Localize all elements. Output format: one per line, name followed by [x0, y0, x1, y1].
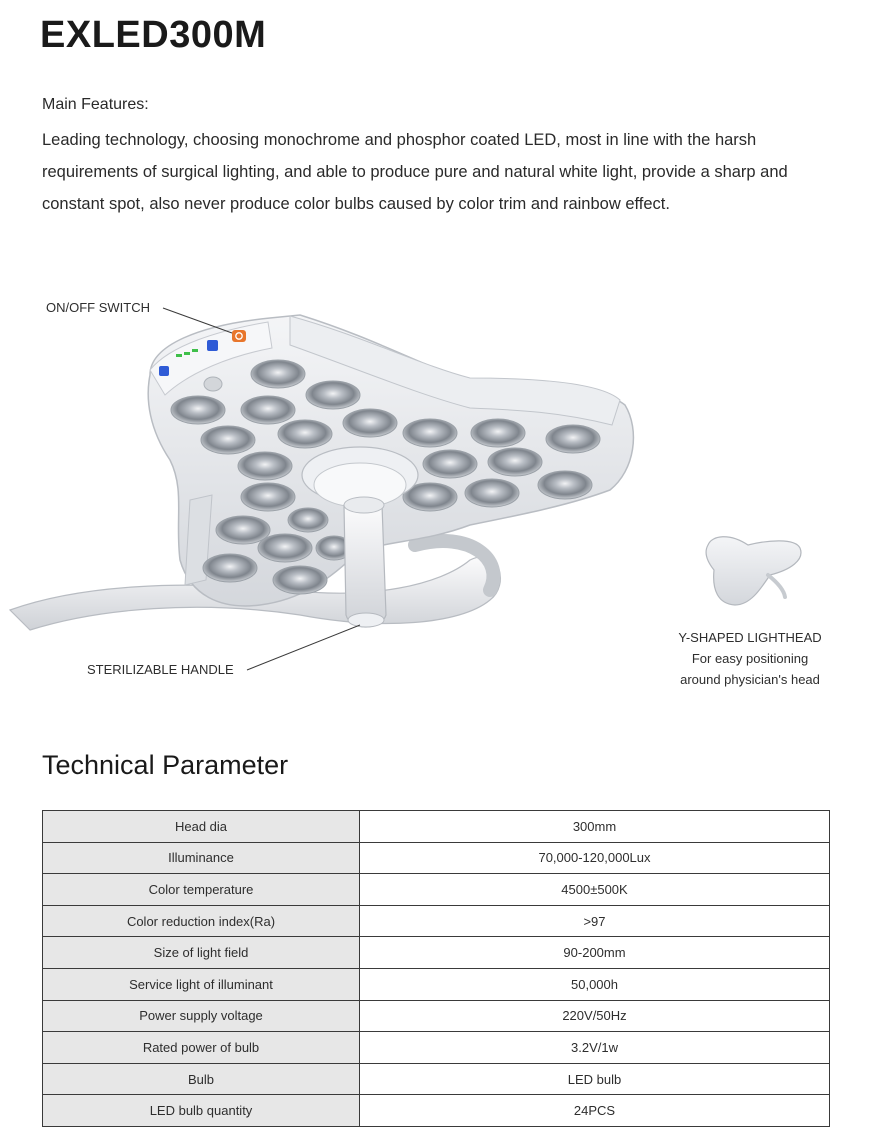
table-row	[43, 874, 830, 906]
table-row	[43, 1000, 830, 1032]
param-name: LED bulb quantity	[43, 1095, 360, 1127]
param-value: 50,000h	[360, 968, 830, 1000]
param-value: 3.2V/1w	[360, 1032, 830, 1064]
caption-title: Y-SHAPED LIGHTHEAD	[678, 630, 822, 645]
param-value: 220V/50Hz	[360, 1000, 830, 1032]
table-row	[43, 1063, 830, 1095]
param-value: >97	[360, 905, 830, 937]
table-row	[43, 905, 830, 937]
product-title: EXLED300M	[40, 14, 267, 56]
param-name: Color reduction index(Ra)	[43, 905, 360, 937]
handle-leader-line	[247, 625, 360, 670]
mode-button-icon	[159, 366, 169, 376]
caption-line-2: For easy positioning	[691, 651, 809, 666]
param-name: Power supply voltage	[43, 1000, 360, 1032]
lighthead-caption	[650, 627, 850, 690]
param-name: Color temperature	[43, 874, 360, 906]
table-row	[43, 968, 830, 1000]
param-value: 4500±500K	[360, 874, 830, 906]
param-name: Size of light field	[43, 937, 360, 969]
table-row	[43, 1095, 830, 1127]
technical-parameter-heading: Technical Parameter	[42, 750, 289, 780]
y-shaped-lighthead-thumbnail	[706, 537, 801, 605]
brightness-button-icon	[207, 340, 218, 351]
features-description: Leading technology, choosing monochrome and phosphor coated LED, most in line with the harsh requirements of surgical lighting, and able to produce pure and natural white light, provide a sharp and constant spot, also never produce color bulbs caused by color trim and rainbow effect.	[42, 131, 788, 213]
caption-line-3: around physician's head	[680, 672, 820, 687]
technical-parameter-table	[42, 810, 830, 1127]
param-value: 90-200mm	[360, 937, 830, 969]
on-off-leader-line	[163, 308, 232, 333]
param-name: Service light of illuminant	[43, 968, 360, 1000]
param-name: Bulb	[43, 1063, 360, 1095]
param-name: Rated power of bulb	[43, 1032, 360, 1064]
param-value: 24PCS	[360, 1095, 830, 1127]
on-off-switch-label: ON/OFF SWITCH	[46, 300, 150, 315]
table-row	[43, 1032, 830, 1064]
table-row	[43, 842, 830, 874]
table-row	[43, 811, 830, 843]
param-name: Head dia	[43, 811, 360, 843]
table-row	[43, 937, 830, 969]
sterilizable-handle-label: STERILIZABLE HANDLE	[87, 662, 234, 677]
param-value: LED bulb	[360, 1063, 830, 1095]
param-value: 70,000-120,000Lux	[360, 842, 830, 874]
param-value: 300mm	[360, 811, 830, 843]
param-name: Illuminance	[43, 842, 360, 874]
power-switch-icon	[232, 330, 246, 342]
features-heading: Main Features:	[42, 96, 149, 113]
